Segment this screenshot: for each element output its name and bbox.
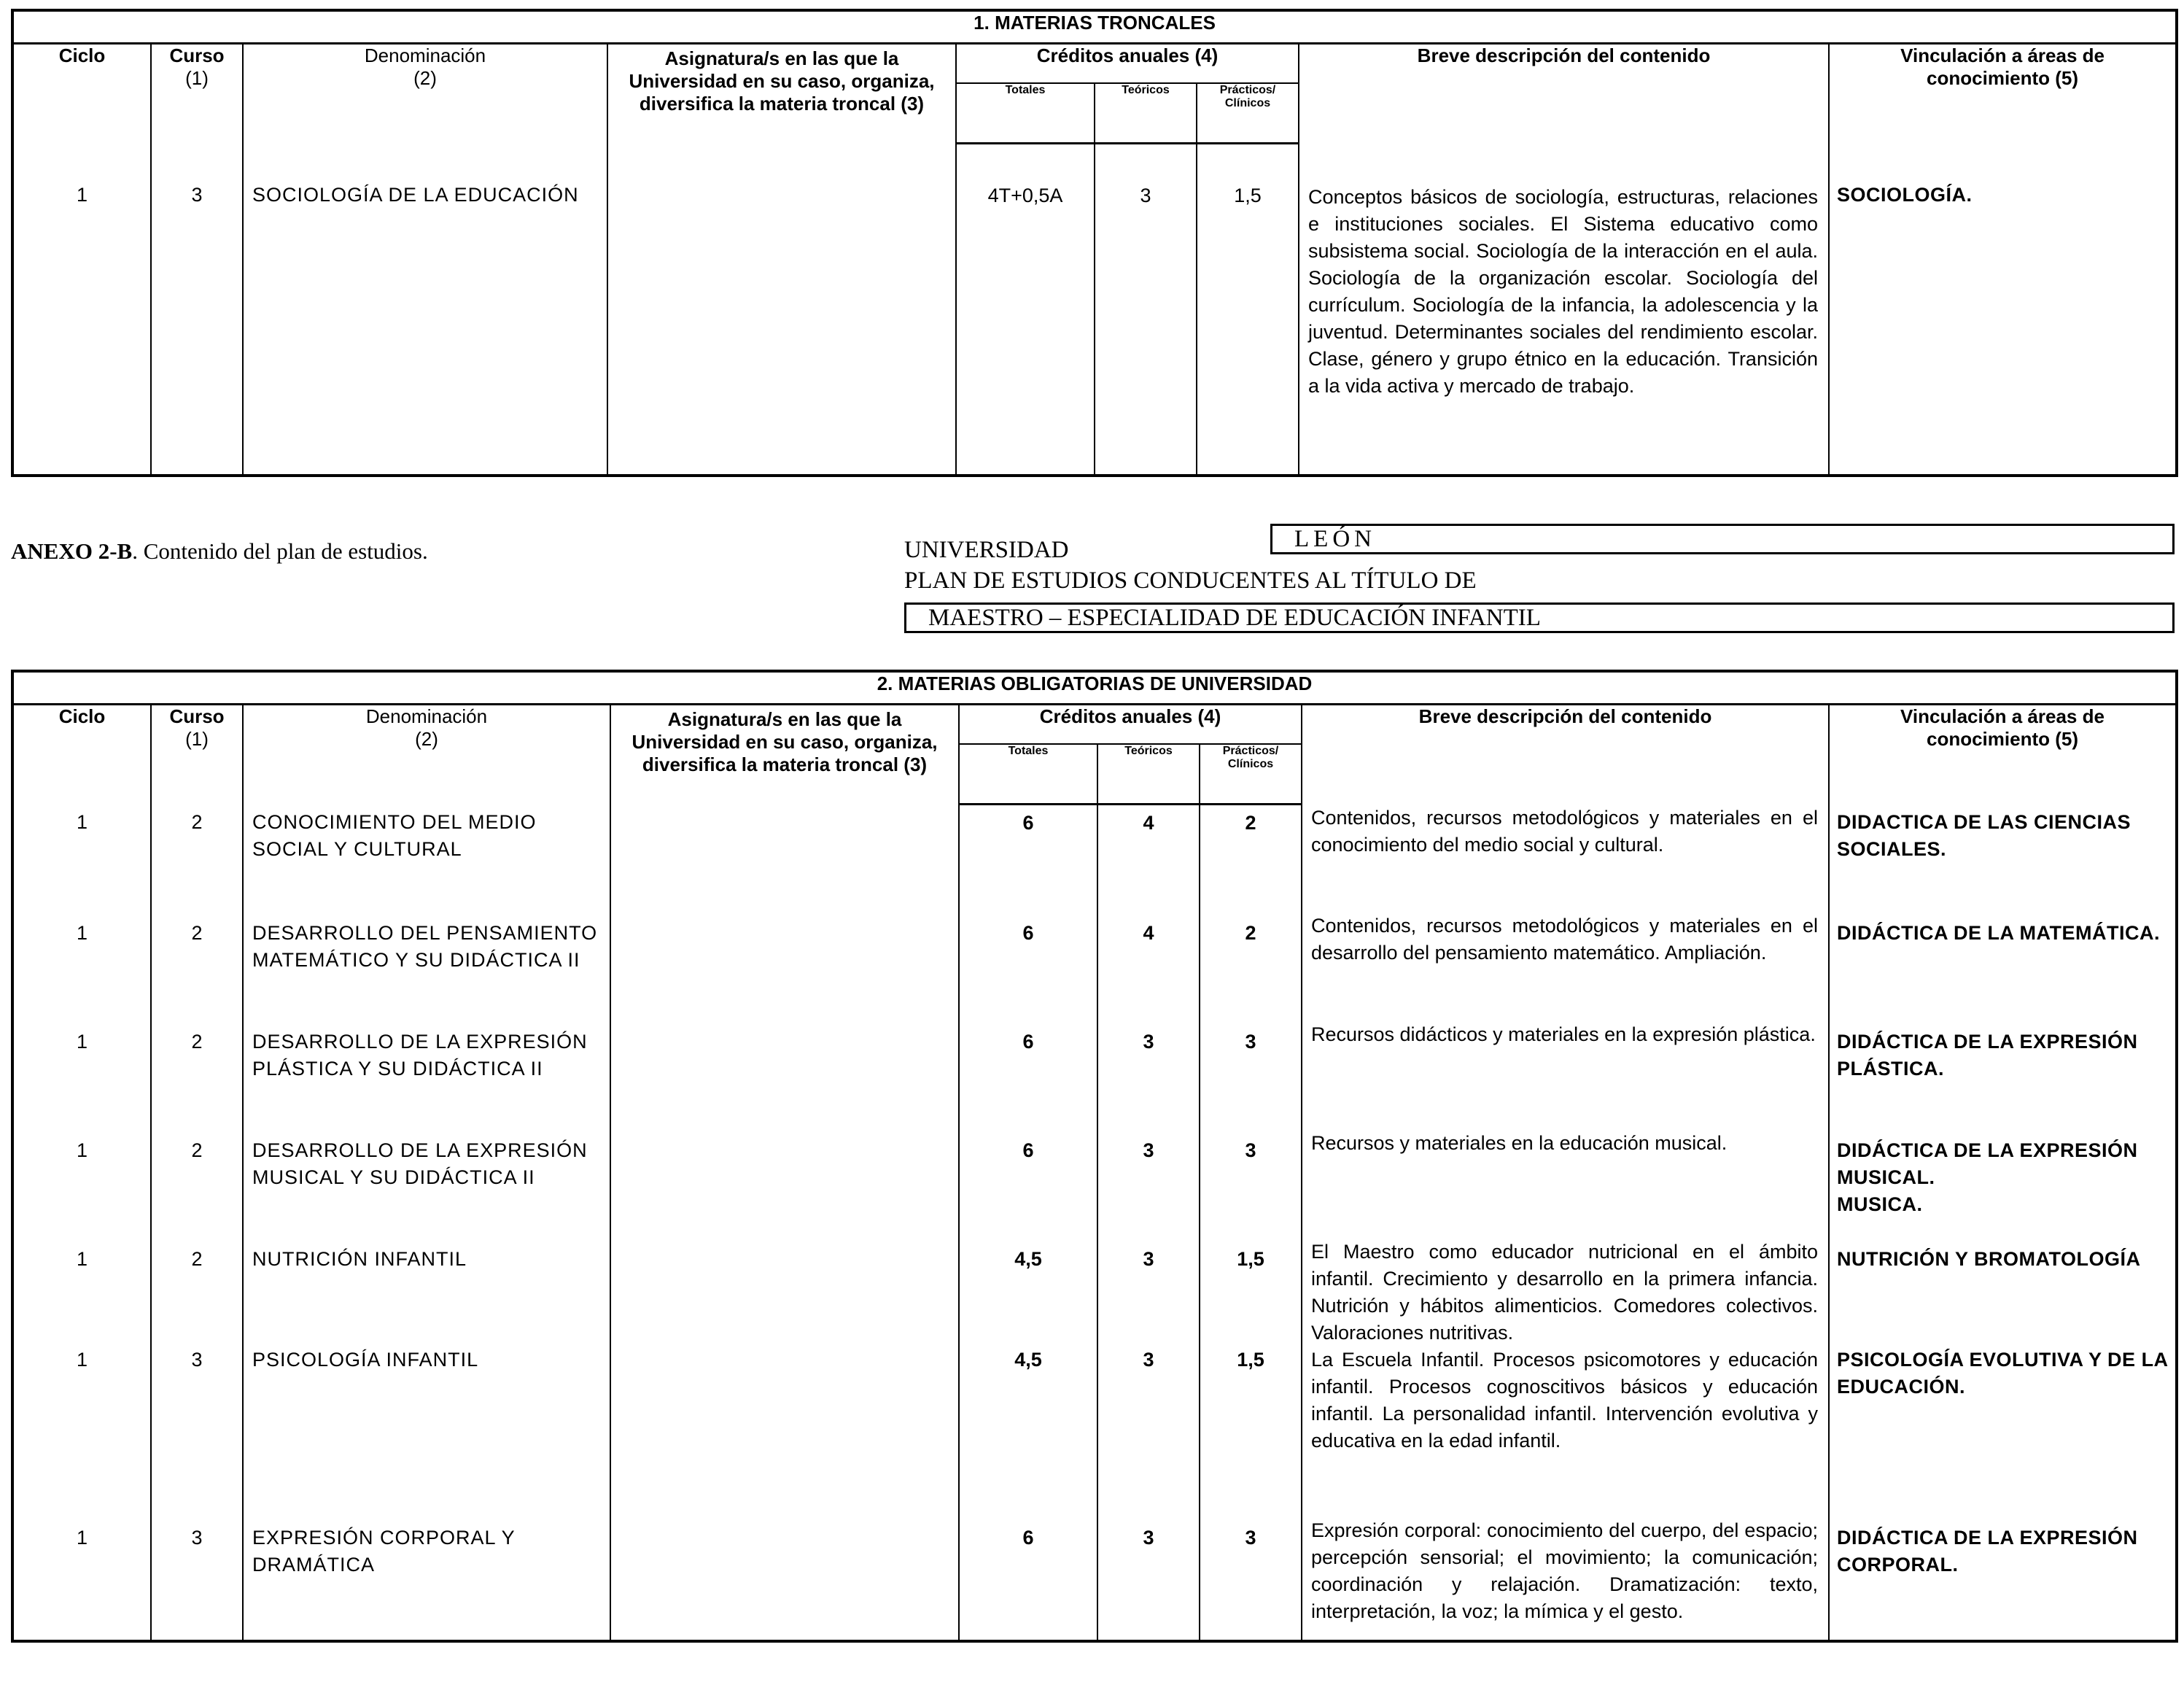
col-creditos: Créditos anuales (4) — [956, 44, 1299, 84]
cell-asignatura — [610, 1130, 959, 1239]
cell-asignatura — [610, 1021, 959, 1130]
cell-area — [1829, 1347, 2177, 1517]
plan-label: PLAN DE ESTUDIOS CONDUCENTES AL TÍTULO DE — [904, 567, 1477, 594]
cell-denominacion: EXPRESIÓN CORPORAL Y DRAMÁTICA — [243, 1517, 610, 1641]
cell-area: SOCIOLOGÍA. — [1829, 144, 2177, 476]
cell-totales: 6 — [959, 1130, 1097, 1239]
cell-totales: 6 — [959, 1021, 1097, 1130]
area-text: DIDACTICA DE LAS CIENCIAS SOCIALES. — [1837, 810, 2131, 860]
cell-ciclo: 1 — [12, 805, 151, 913]
cell-practicos: 3 — [1200, 1130, 1302, 1239]
cell-totales: 6 — [959, 1517, 1097, 1641]
cell-denominacion: DESARROLLO DE LA EXPRESIÓN PLÁSTICA Y SU DIDÁCTICA II — [243, 1021, 610, 1130]
area-text-secondary: MUSICA. — [1837, 1193, 1923, 1215]
area-text: NUTRICIÓN Y BROMATOLOGÍA — [1837, 1247, 2141, 1270]
cell-descripcion: Expresión corporal: conocimiento del cuerpo, del espacio; percepción sensorial; el movimiento; la comunicación; coordinación y relajación. Dramatización: texto, interpretación, la voz; la mímica y el gesto. — [1302, 1517, 1829, 1641]
col-practicos: Prácticos/ Clínicos — [1200, 744, 1302, 805]
cell-teoricos: 3 — [1095, 144, 1197, 476]
cell-curso: 2 — [151, 1239, 243, 1347]
col-ciclo: Ciclo — [12, 705, 151, 805]
anexo-label: ANEXO 2-B — [11, 538, 133, 564]
cell-denominacion: DESARROLLO DEL PENSAMIENTO MATEMÁTICO Y SU DIDÁCTICA II — [243, 913, 610, 1021]
cell-curso: 2 — [151, 913, 243, 1021]
col-vinculacion: Vinculación a áreas de conocimiento (5) — [1829, 44, 2177, 144]
cell-practicos: 3 — [1200, 1021, 1302, 1130]
table-row — [12, 805, 2177, 913]
cell-ciclo: 1 — [12, 144, 151, 476]
cell-curso: 2 — [151, 1021, 243, 1130]
cell-asignatura — [610, 913, 959, 1021]
table-materias-obligatorias — [11, 670, 2175, 1643]
cell-practicos: 1,5 — [1197, 144, 1299, 476]
cell-teoricos: 3 — [1097, 1021, 1200, 1130]
area-text: DIDÁCTICA DE LA MATEMÁTICA. — [1837, 921, 2160, 944]
titulo-value: MAESTRO – ESPECIALIDAD DE EDUCACIÓN INFANTIL — [904, 602, 2175, 633]
table-row — [12, 1021, 2177, 1130]
cell-ciclo: 1 — [12, 913, 151, 1021]
universidad-value: LEÓN — [1270, 524, 2175, 554]
cell-totales: 6 — [959, 805, 1097, 913]
col-vinculacion: Vinculación a áreas de conocimiento (5) — [1829, 705, 2177, 805]
area-text: DIDÁCTICA DE LA EXPRESIÓN MUSICAL. — [1837, 1139, 2138, 1188]
col-asignatura: Asignatura/s en las que la Universidad en su caso, organiza, diversifica la materia troncal (3) — [610, 705, 959, 805]
col-creditos: Créditos anuales (4) — [959, 705, 1302, 745]
cell-teoricos: 4 — [1097, 913, 1200, 1021]
cell-descripcion: Contenidos, recursos metodológicos y materiales en el conocimiento del medio social y cultural. — [1302, 805, 1829, 913]
cell-asignatura — [610, 1239, 959, 1347]
cell-ciclo: 1 — [12, 1347, 151, 1517]
table-row — [12, 1239, 2177, 1347]
cell-denominacion: SOCIOLOGÍA DE LA EDUCACIÓN — [243, 144, 607, 476]
cell-teoricos: 3 — [1097, 1130, 1200, 1239]
cell-denominacion: NUTRICIÓN INFANTIL — [243, 1239, 610, 1347]
table-row — [12, 913, 2177, 1021]
cell-denominacion: DESARROLLO DE LA EXPRESIÓN MUSICAL Y SU DIDÁCTICA II — [243, 1130, 610, 1239]
cell-descripcion: Contenidos, recursos metodológicos y materiales en el desarrollo del pensamiento matemático. Ampliación. — [1302, 913, 1829, 1021]
cell-area — [1829, 1130, 2177, 1239]
cell-area — [1829, 913, 2177, 1021]
cell-teoricos: 3 — [1097, 1517, 1200, 1641]
cell-descripcion: Conceptos básicos de sociología, estructuras, relaciones e instituciones sociales. El Sistema educativo como subsistema social. Sociología de la interacción en el aula. Sociología de la organización escolar. Sociología del currículum. Sociología de la infancia, la adolescencia y la juventud. Determinantes sociales del rendimiento escolar. Clase, género y grupo étnico en la educación. Transición a la vida activa y mercado de trabajo. — [1299, 144, 1829, 476]
table-row — [12, 1130, 2177, 1239]
anexo-caption — [11, 538, 428, 565]
col-curso: Curso (1) — [151, 44, 243, 144]
anexo-text: . Contenido del plan de estudios. — [132, 538, 428, 564]
table-row — [12, 144, 2177, 476]
col-ciclo: Ciclo — [12, 44, 151, 144]
cell-descripcion: Recursos didácticos y materiales en la expresión plástica. — [1302, 1021, 1829, 1130]
cell-ciclo: 1 — [12, 1239, 151, 1347]
cell-teoricos: 4 — [1097, 805, 1200, 913]
cell-descripcion: Recursos y materiales en la educación musical. — [1302, 1130, 1829, 1239]
cell-curso: 3 — [151, 1517, 243, 1641]
col-practicos: Prácticos/ Clínicos — [1197, 83, 1299, 144]
cell-teoricos: 3 — [1097, 1347, 1200, 1517]
table1-title: 1. MATERIAS TRONCALES — [12, 10, 2177, 44]
cell-descripcion: El Maestro como educador nutricional en el ámbito infantil. Crecimiento y desarrollo en la primera infancia. Nutrición y hábitos alimenticios. Comedores colectivos. Valoraciones nutritivas. — [1302, 1239, 1829, 1347]
cell-ciclo: 1 — [12, 1517, 151, 1641]
col-curso: Curso (1) — [151, 705, 243, 805]
cell-totales: 4,5 — [959, 1239, 1097, 1347]
cell-curso: 2 — [151, 1130, 243, 1239]
universidad-label: UNIVERSIDAD — [904, 537, 1069, 563]
cell-denominacion: PSICOLOGÍA INFANTIL — [243, 1347, 610, 1517]
cell-practicos: 1,5 — [1200, 1239, 1302, 1347]
cell-asignatura — [610, 1347, 959, 1517]
cell-curso: 3 — [151, 1347, 243, 1517]
cell-teoricos: 3 — [1097, 1239, 1200, 1347]
col-breve: Breve descripción del contenido — [1302, 705, 1829, 805]
cell-curso: 2 — [151, 805, 243, 913]
area-text: DIDÁCTICA DE LA EXPRESIÓN CORPORAL. — [1837, 1526, 2138, 1576]
cell-practicos: 1,5 — [1200, 1347, 1302, 1517]
cell-descripcion: La Escuela Infantil. Procesos psicomotores y educación infantil. Procesos cognoscitivos básicos y educación infantil. La personalidad infantil. Intervención evolutiva y educativa en la edad infantil. — [1302, 1347, 1829, 1517]
col-breve: Breve descripción del contenido — [1299, 44, 1829, 144]
cell-area — [1829, 1239, 2177, 1347]
col-totales: Totales — [956, 83, 1095, 144]
col-asignatura: Asignatura/s en las que la Universidad en su caso, organiza, diversifica la materia troncal (3) — [607, 44, 956, 144]
col-denominacion: Denominación (2) — [243, 705, 610, 805]
table2-title: 2. MATERIAS OBLIGATORIAS DE UNIVERSIDAD — [12, 671, 2177, 705]
col-teoricos: Teóricos — [1095, 83, 1197, 144]
cell-denominacion: CONOCIMIENTO DEL MEDIO SOCIAL Y CULTURAL — [243, 805, 610, 913]
cell-totales: 4,5 — [959, 1347, 1097, 1517]
table-materias-troncales — [11, 9, 2175, 477]
col-teoricos: Teóricos — [1097, 744, 1200, 805]
cell-practicos: 2 — [1200, 913, 1302, 1021]
col-denominacion: Denominación (2) — [243, 44, 607, 144]
cell-totales: 4T+0,5A — [956, 144, 1095, 476]
cell-ciclo: 1 — [12, 1130, 151, 1239]
cell-area — [1829, 1517, 2177, 1641]
cell-area — [1829, 805, 2177, 913]
cell-asignatura — [610, 1517, 959, 1641]
cell-totales: 6 — [959, 913, 1097, 1021]
cell-curso: 3 — [151, 144, 243, 476]
table-row — [12, 1517, 2177, 1641]
cell-practicos: 2 — [1200, 805, 1302, 913]
cell-ciclo: 1 — [12, 1021, 151, 1130]
cell-area — [1829, 1021, 2177, 1130]
table-row — [12, 1347, 2177, 1517]
cell-asignatura — [610, 805, 959, 913]
cell-asignatura — [607, 144, 956, 476]
area-text: PSICOLOGÍA EVOLUTIVA Y DE LA EDUCACIÓN. — [1837, 1348, 2168, 1398]
col-totales: Totales — [959, 744, 1097, 805]
area-text: DIDÁCTICA DE LA EXPRESIÓN PLÁSTICA. — [1837, 1030, 2138, 1080]
cell-practicos: 3 — [1200, 1517, 1302, 1641]
